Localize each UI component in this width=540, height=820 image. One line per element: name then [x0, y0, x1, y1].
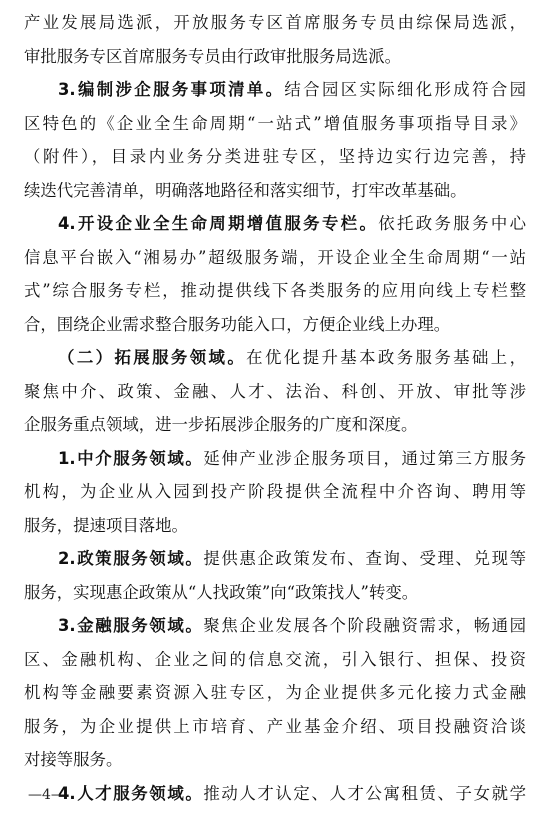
section-heading: 3.金融服务领域。: [58, 616, 204, 635]
text-line: 服务，实现惠企政策从“人找政策”向“政策找人”转变。: [24, 582, 419, 602]
paragraph: [24, 609, 526, 777]
paragraph: [24, 777, 526, 811]
text-line: 4.人才服务领域。推动人才认定、人才公寓租赁、子女就学: [58, 783, 526, 803]
text-line: 服务，提速项目落地。: [24, 515, 188, 535]
text-line: 对接等服务。: [24, 750, 123, 769]
text-line: 聚焦中介、政策、金融、人才、法治、科创、开放、审批等涉: [24, 381, 526, 401]
section-heading: 4.人才服务领域。: [58, 783, 204, 803]
text-line: 企服务重点领域，进一步拓展涉企服务的广度和深度。: [24, 415, 418, 434]
page-number: —4—: [28, 787, 65, 803]
document-page: [24, 6, 526, 810]
text-line: 2.政策服务领域。提供惠企政策发布、查询、受理、兑现等: [58, 549, 526, 568]
section-heading: 3.编制涉企服务事项清单。: [58, 80, 285, 99]
text-line: 1.中介服务领域。延伸产业涉企服务项目，通过第三方服务: [58, 448, 526, 468]
paragraph: [24, 542, 526, 609]
text-line: 区、金融机构、企业之间的信息交流，引入银行、担保、投资: [24, 649, 526, 669]
text-line: （二）拓展服务领域。在优化提升基本政务服务基础上，: [58, 348, 526, 367]
text-line: 3.编制涉企服务事项清单。结合园区实际细化形成符合园: [58, 80, 526, 99]
section-heading: 1.中介服务领域。: [58, 448, 204, 468]
text-line: 区特色的《企业全生命周期“一站式”增值服务事项指导目录》: [24, 113, 526, 133]
paragraph: [24, 6, 526, 73]
text-line: （附件），目录内业务分类进驻专区，坚持边实行边完善，持: [24, 147, 526, 166]
text-line: 信息平台嵌入“湘易办”超级服务端，开设企业全生命周期“一站: [24, 247, 526, 267]
text-line: 审批服务专区首席服务专员由行政审批服务局选派。: [24, 46, 401, 66]
text-line: 续迭代完善清单，明确落地路径和落实细节，打牢改革基础。: [24, 180, 467, 200]
section-heading: （二）拓展服务领域。: [58, 348, 247, 367]
text-line: 4.开设企业全生命周期增值服务专栏。依托政务服务中心: [58, 214, 526, 233]
paragraph: [24, 207, 526, 341]
text-line: 产业发展局选派，开放服务专区首席服务专员由综保局选派，: [24, 13, 526, 32]
text-line: 机构，为企业从入园到投产阶段提供全流程中介咨询、聘用等: [24, 482, 526, 501]
section-heading: 2.政策服务领域。: [58, 549, 204, 568]
paragraph: [24, 341, 526, 442]
paragraph: [24, 442, 526, 543]
text-line: 服务，为企业提供上市培育、产业基金介绍、项目投融资洽谈: [24, 716, 526, 736]
text-line: 式”综合服务专栏，推动提供线下各类服务的应用向线上专栏整: [24, 281, 526, 300]
text-line: 合，围绕企业需求整合服务功能入口，方便企业线上办理。: [24, 314, 451, 334]
paragraph: [24, 73, 526, 207]
section-heading: 4.开设企业全生命周期增值服务专栏。: [58, 214, 379, 233]
text-line: 机构等金融要素资源入驻专区，为企业提供多元化接力式金融: [24, 683, 526, 702]
text-line: 3.金融服务领域。聚焦企业发展各个阶段融资需求，畅通园: [58, 616, 526, 635]
